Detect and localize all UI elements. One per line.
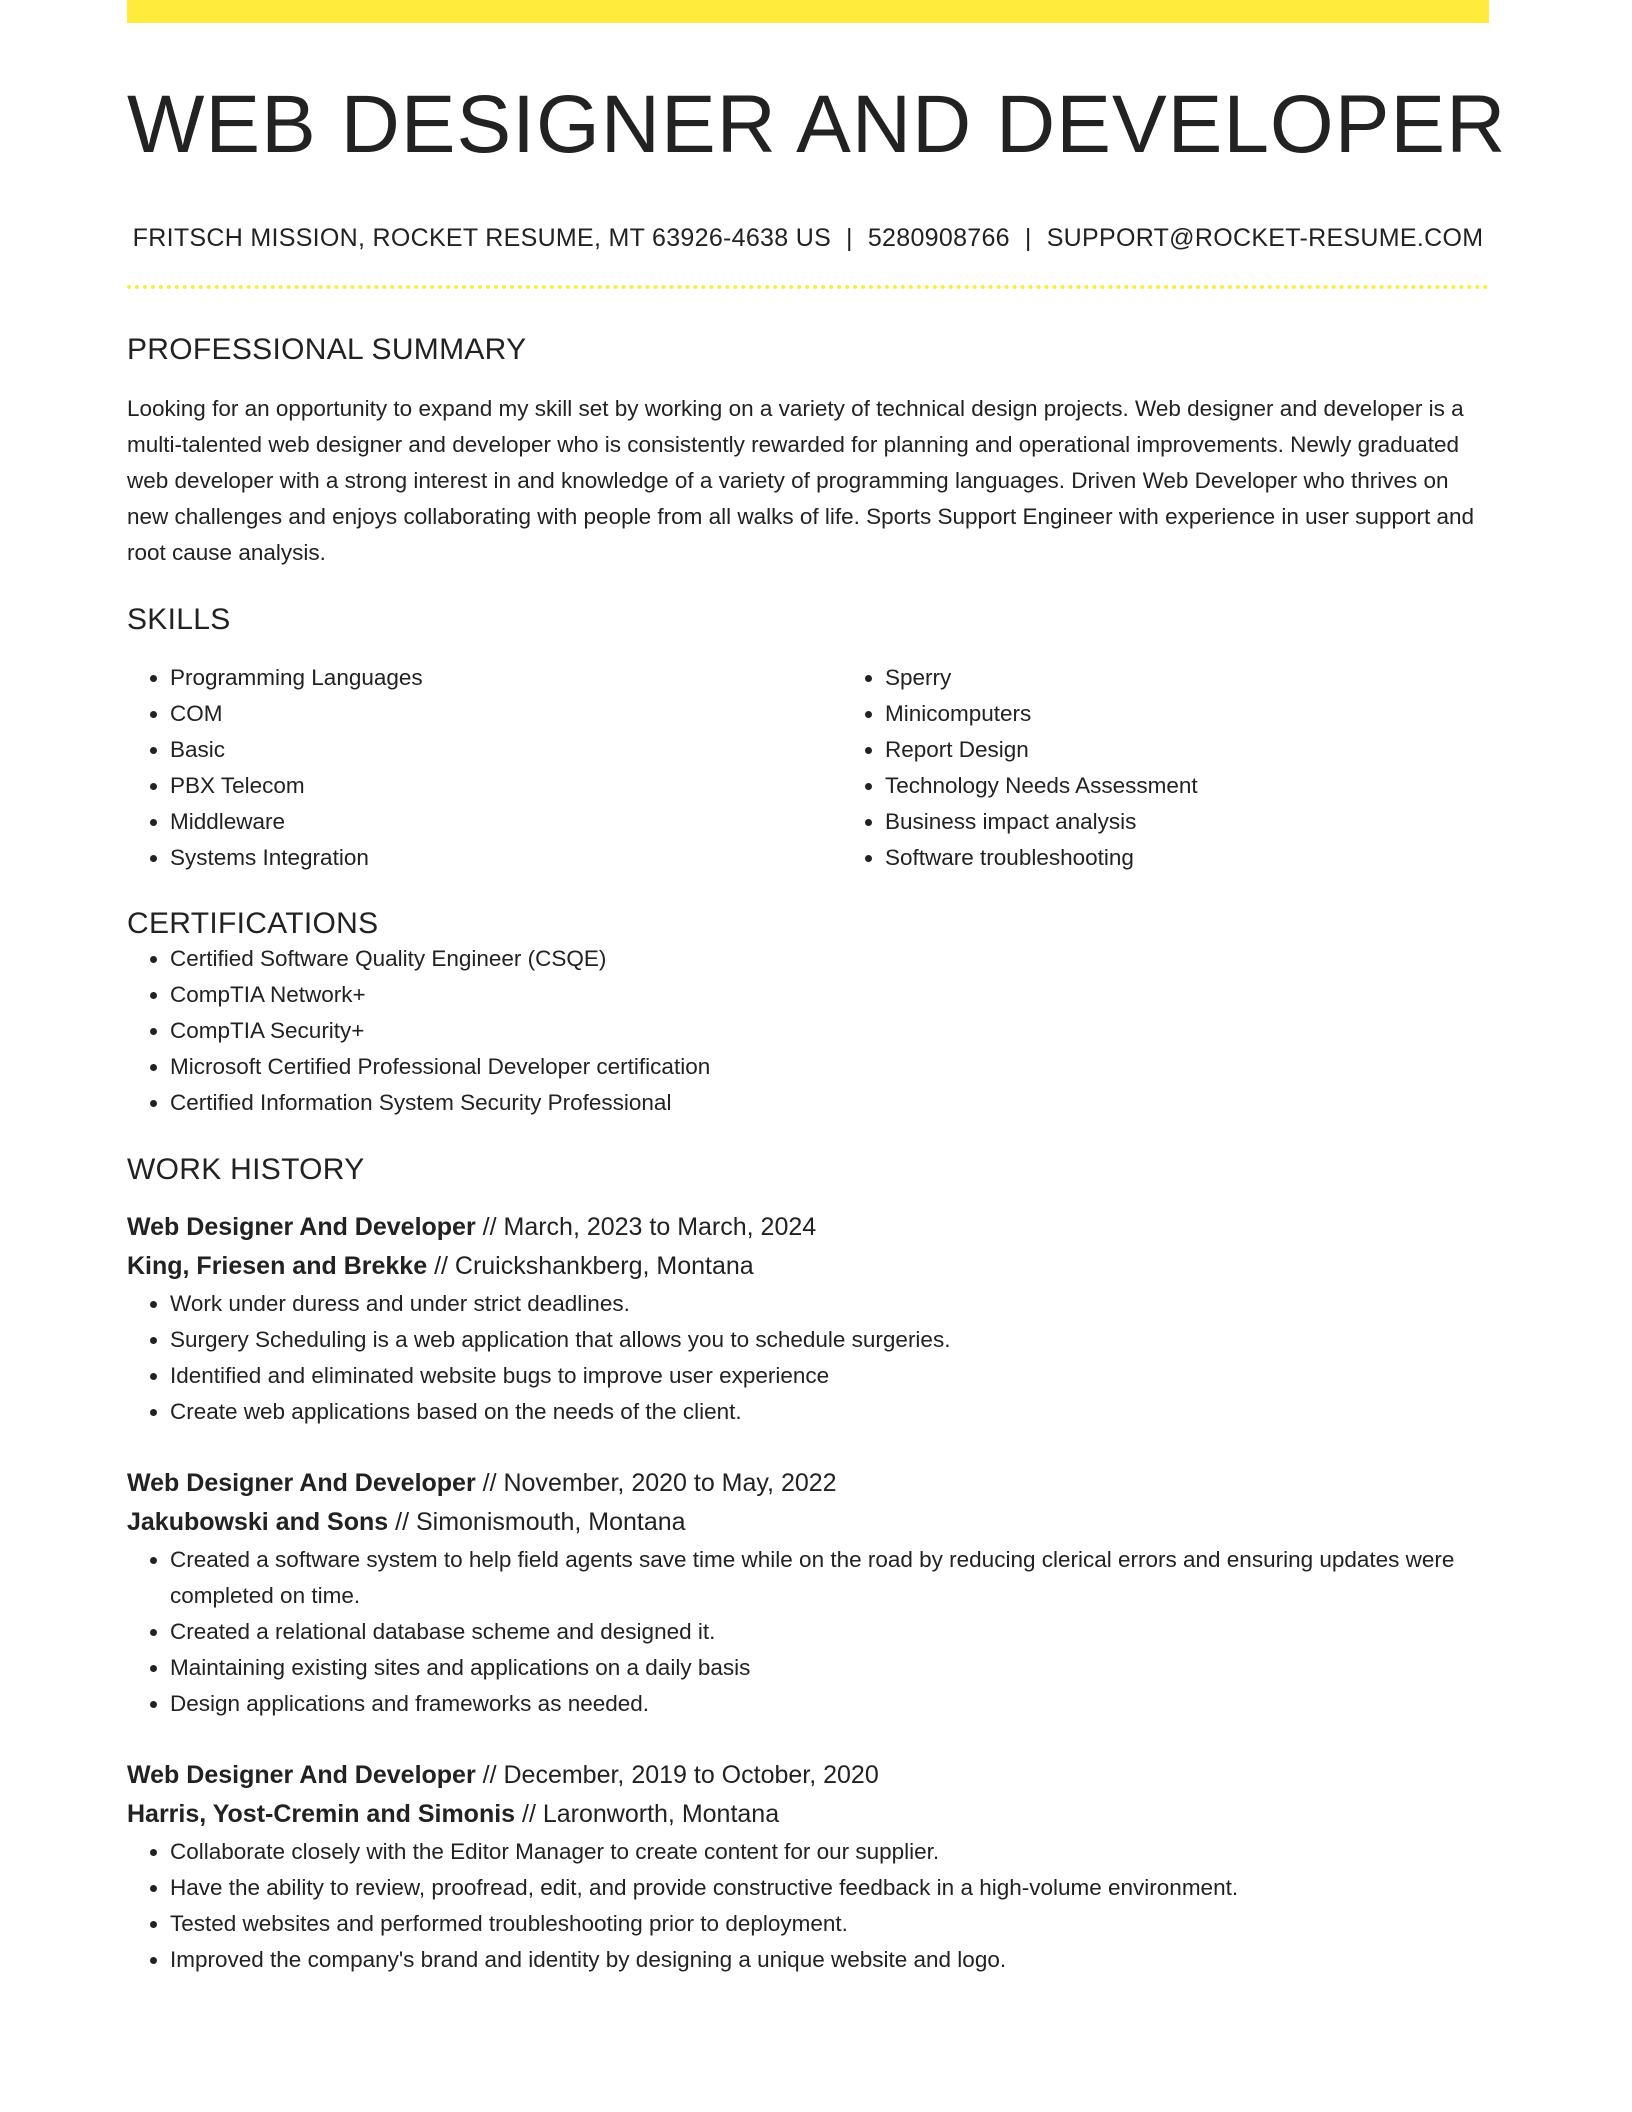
job-company-line bbox=[127, 1503, 1489, 1542]
skill-item: • Software troubleshooting bbox=[885, 840, 1557, 876]
certification-item: • CompTIA Security+ bbox=[170, 1013, 1489, 1049]
skills-columns bbox=[127, 660, 1489, 876]
summary-text: Looking for an opportunity to expand my skill set by working on a variety of technical design projects. Web designer and developer is a multi-talented web designer and developer who is consistently rewarded for planning and operational improvements. Newly graduated web developer with a strong interest in and knowledge of a variety of programming languages. Driven Web Developer who thrives on new challenges and enjoys collaborating with people from all walks of life. Sports Support Engineer with experience in user support and root cause analysis. bbox=[127, 396, 1475, 566]
job-company: Harris, Yost-Cremin and Simonis bbox=[127, 1800, 516, 1829]
job-location: // Cruickshankberg, Montana bbox=[434, 1252, 754, 1281]
job-entry bbox=[127, 1208, 1489, 1430]
job-role: Web Designer And Developer bbox=[127, 1469, 476, 1498]
work-history-heading: WORK HISTORY bbox=[127, 1153, 365, 1187]
resume-page bbox=[127, 0, 1507, 1978]
job-bullet: • Have the ability to review, proofread, edit, and provide constructive feedback in a high-volume environment. bbox=[170, 1870, 1489, 1906]
skill-item: • COM bbox=[170, 696, 842, 732]
summary-heading: PROFESSIONAL SUMMARY bbox=[127, 333, 527, 367]
job-company-line bbox=[127, 1795, 1489, 1834]
job-bullet: • Identified and eliminated website bugs to improve user experience bbox=[170, 1358, 1489, 1394]
skill-item: • Business impact analysis bbox=[885, 804, 1557, 840]
resume-name: WEB DESIGNER AND DEVELOPER bbox=[127, 79, 1507, 170]
job-company-line bbox=[127, 1247, 1489, 1286]
dotted-divider bbox=[127, 285, 1489, 289]
job-bullet: • Collaborate closely with the Editor Manager to create content for our supplier. bbox=[170, 1834, 1489, 1870]
certification-item: • CompTIA Network+ bbox=[170, 977, 1489, 1013]
skills-list-right bbox=[842, 660, 1557, 876]
contact-address: FRITSCH MISSION, ROCKET RESUME, MT 63926-4638 US bbox=[132, 224, 832, 253]
contact-line bbox=[127, 224, 1489, 253]
job-company: King, Friesen and Brekke bbox=[127, 1252, 428, 1281]
contact-separator: | bbox=[846, 224, 853, 253]
job-dates: // November, 2020 to May, 2022 bbox=[482, 1469, 837, 1498]
job-bullets bbox=[127, 1834, 1489, 1978]
job-title-line bbox=[127, 1208, 1489, 1247]
accent-top-bar bbox=[127, 0, 1489, 23]
job-bullet: • Tested websites and performed troubleshooting prior to deployment. bbox=[170, 1906, 1489, 1942]
job-company: Jakubowski and Sons bbox=[127, 1508, 389, 1537]
job-bullets bbox=[127, 1286, 1489, 1430]
contact-email[interactable]: SUPPORT@ROCKET-RESUME.COM bbox=[1046, 224, 1484, 253]
job-role: Web Designer And Developer bbox=[127, 1213, 476, 1242]
job-location: // Laronworth, Montana bbox=[522, 1800, 780, 1829]
job-bullet: • Create web applications based on the needs of the client. bbox=[170, 1394, 1489, 1430]
job-dates: // March, 2023 to March, 2024 bbox=[482, 1213, 817, 1242]
job-title-line bbox=[127, 1756, 1489, 1795]
job-bullet: • Surgery Scheduling is a web application that allows you to schedule surgeries. bbox=[170, 1322, 1489, 1358]
job-location: // Simonismouth, Montana bbox=[395, 1508, 686, 1537]
job-title-line bbox=[127, 1464, 1489, 1503]
job-bullet: • Design applications and frameworks as needed. bbox=[170, 1686, 1489, 1722]
job-entry bbox=[127, 1756, 1489, 1978]
skill-item: • Middleware bbox=[170, 804, 842, 840]
certification-item: • Certified Software Quality Engineer (CSQE) bbox=[170, 941, 1489, 977]
skills-heading: SKILLS bbox=[127, 603, 231, 637]
certifications-heading: CERTIFICATIONS bbox=[127, 907, 379, 941]
skill-item: • Basic bbox=[170, 732, 842, 768]
skill-item: • Report Design bbox=[885, 732, 1557, 768]
skill-item: • Systems Integration bbox=[170, 840, 842, 876]
certification-item: • Certified Information System Security Professional bbox=[170, 1085, 1489, 1121]
skills-list-left bbox=[127, 660, 842, 876]
contact-phone[interactable]: 5280908766 bbox=[867, 224, 1010, 253]
skill-item: • Programming Languages bbox=[170, 660, 842, 696]
contact-separator: | bbox=[1024, 224, 1032, 253]
job-bullet: • Improved the company's brand and identity by designing a unique website and logo. bbox=[170, 1942, 1489, 1978]
job-role: Web Designer And Developer bbox=[127, 1761, 476, 1790]
skill-item: • Technology Needs Assessment bbox=[885, 768, 1557, 804]
skill-item: • PBX Telecom bbox=[170, 768, 842, 804]
skill-item: • Sperry bbox=[885, 660, 1557, 696]
job-dates: // December, 2019 to October, 2020 bbox=[482, 1761, 879, 1790]
job-bullets bbox=[127, 1542, 1489, 1722]
job-entry bbox=[127, 1464, 1489, 1722]
job-bullet: • Maintaining existing sites and applications on a daily basis bbox=[170, 1650, 1489, 1686]
certifications-list bbox=[127, 941, 1489, 1121]
job-bullet: • Created a software system to help field agents save time while on the road by reducing clerical errors and ensuring updates were completed on time. bbox=[170, 1542, 1489, 1614]
certification-item: • Microsoft Certified Professional Developer certification bbox=[170, 1049, 1489, 1085]
job-bullet: • Created a relational database scheme and designed it. bbox=[170, 1614, 1489, 1650]
skill-item: • Minicomputers bbox=[885, 696, 1557, 732]
job-bullet: • Work under duress and under strict deadlines. bbox=[170, 1286, 1489, 1322]
